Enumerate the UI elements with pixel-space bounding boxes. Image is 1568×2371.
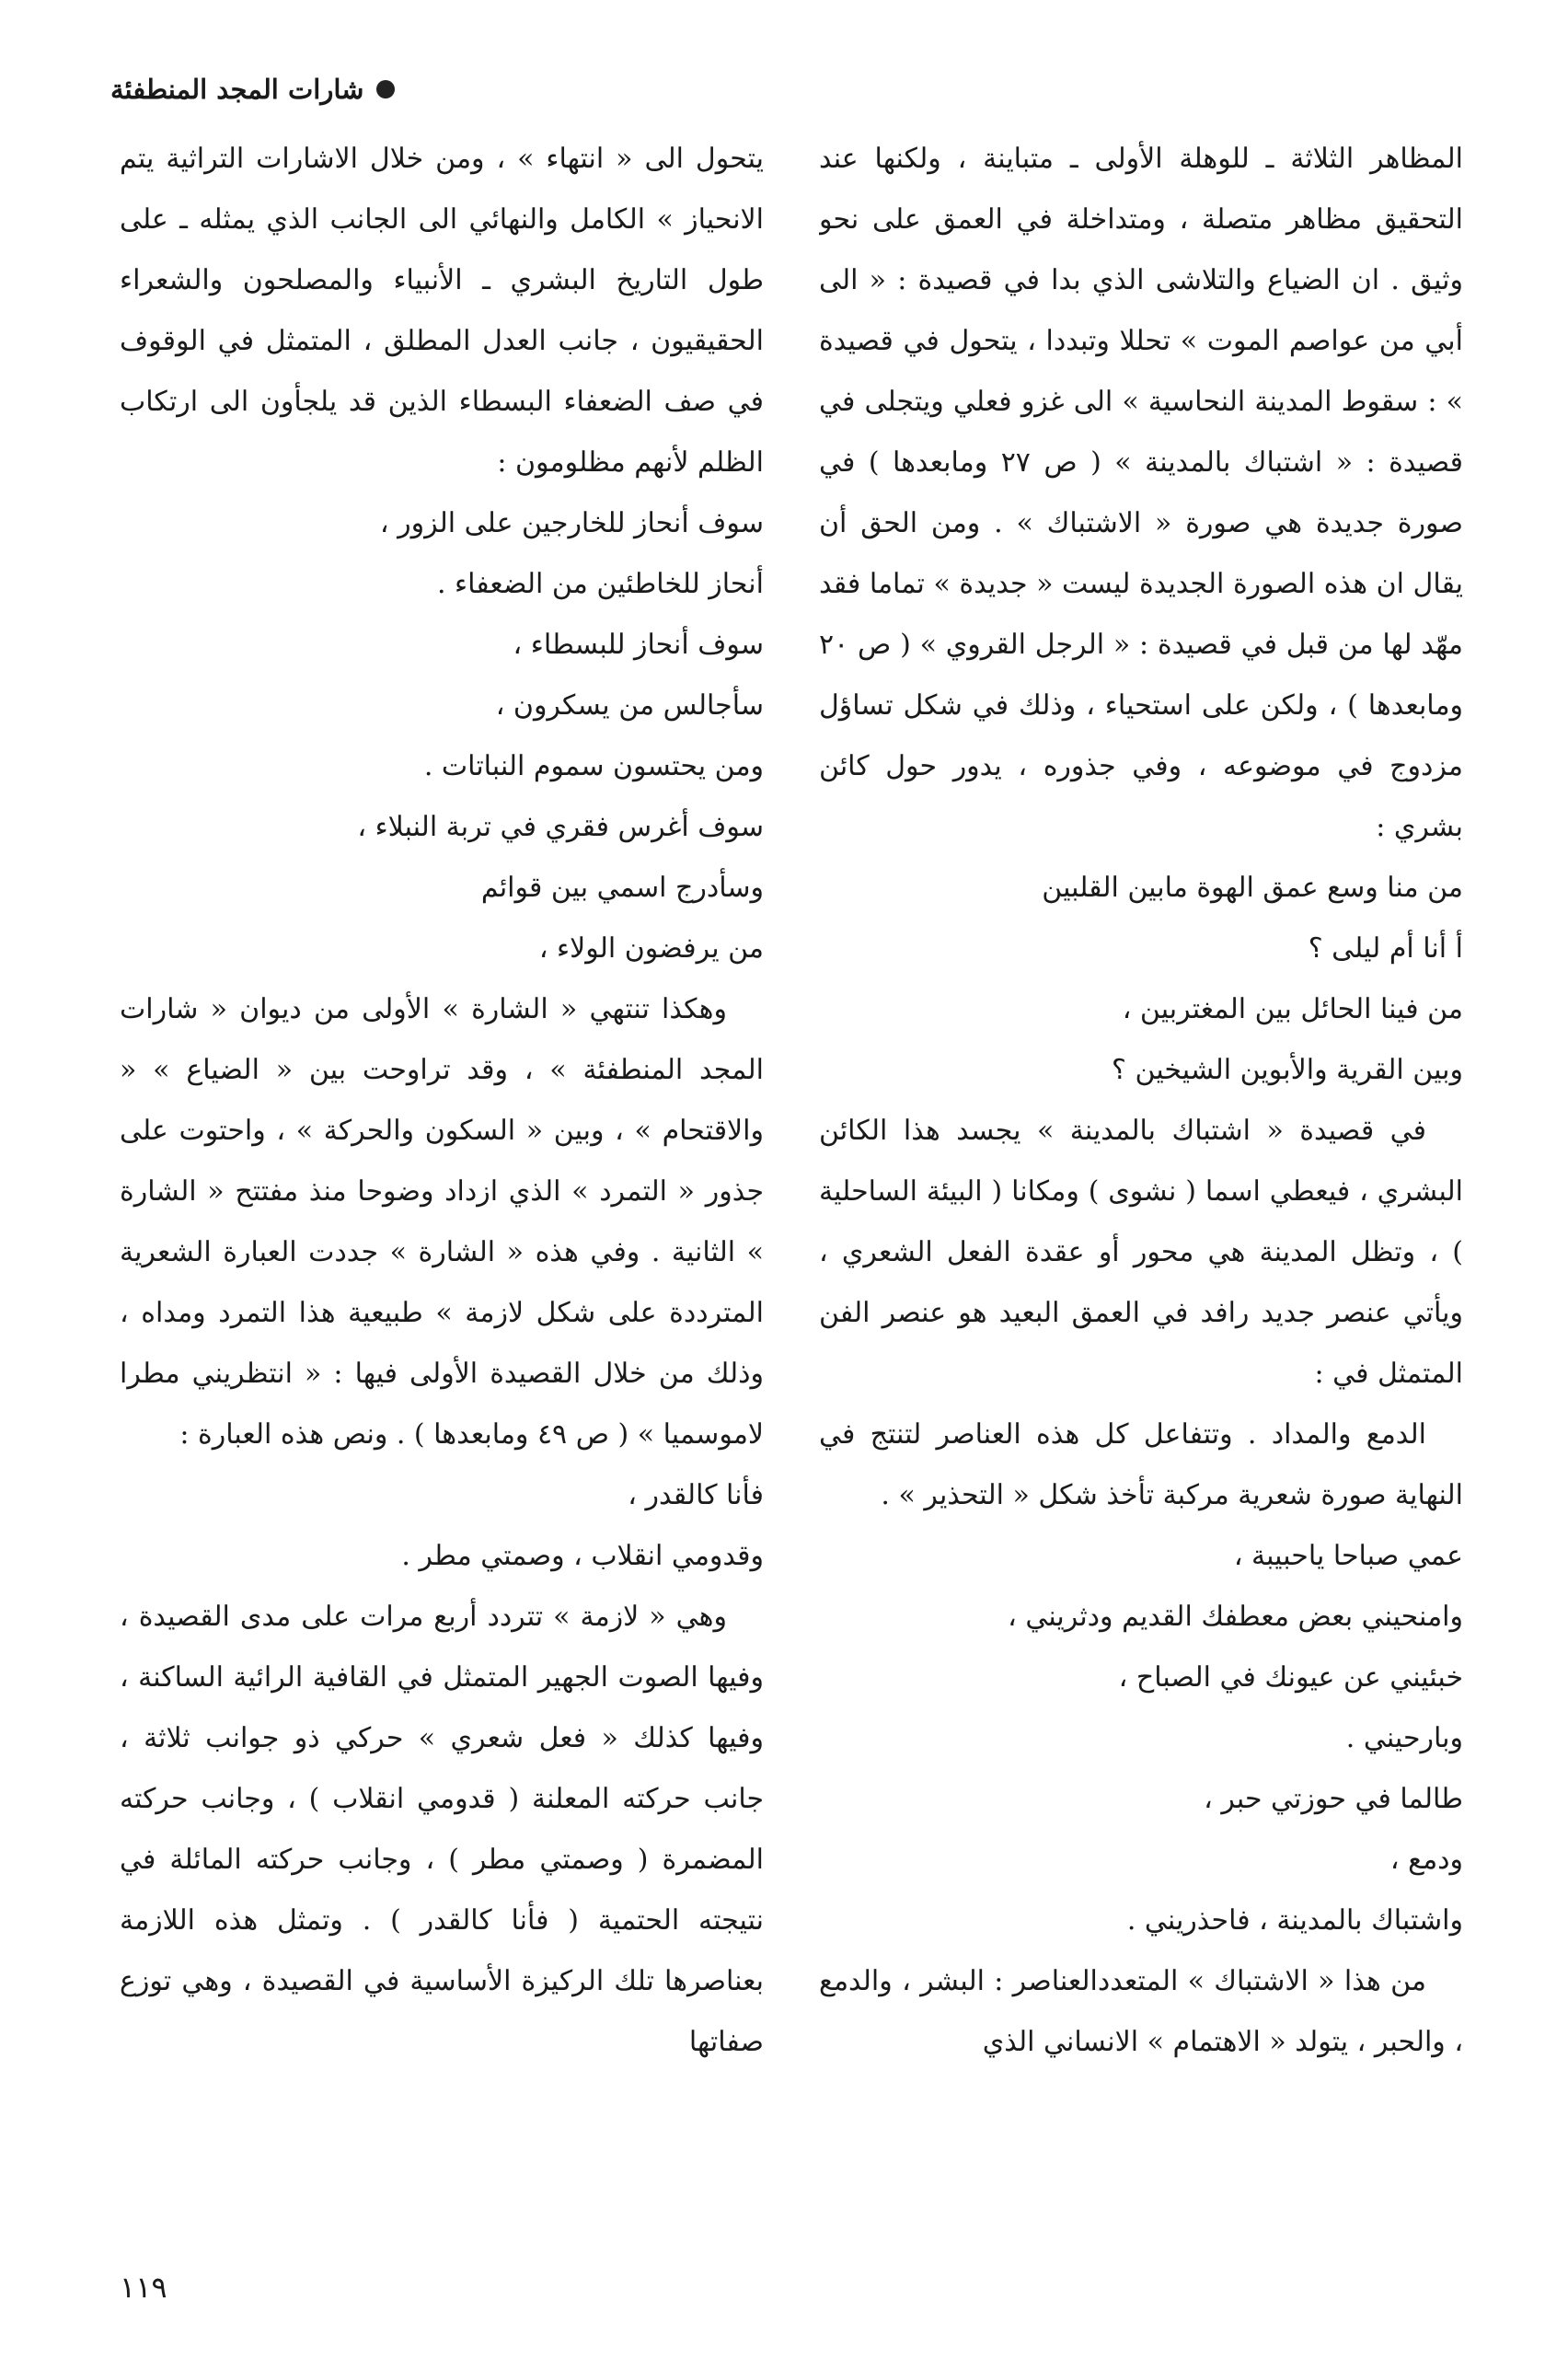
verse-line: ودمع ،	[1389, 1844, 1463, 1876]
right-column	[819, 129, 1463, 2200]
verse-line: سوف أنحاز للبسطاء ،	[513, 629, 764, 661]
verse-line: وامنحيني بعض معطفك القديم ودثريني ،	[1008, 1601, 1463, 1633]
running-header	[110, 66, 478, 112]
verse-line: وقدومي انقلاب ، وصمتي مطر .	[401, 1540, 764, 1572]
paragraph: الدمع والمداد . وتتفاعل كل هذه العناصر لتنتج في النهاية صورة شعرية مركبة تأخذ شكل « التحذير » .	[819, 1418, 1463, 1511]
verse-line: طالما في حوزتي حبر ،	[1204, 1783, 1463, 1815]
verse-line: أنحاز للخاطئين من الضعفاء .	[436, 568, 764, 600]
paragraph: يتحول الى « انتهاء » ، ومن خلال الاشارات التراثية يتم الانحياز » الكامل والنهائي الى الجانب الذي يمثله ـ على طول التاريخ البشري ـ الأنبياء والمصلحون والشعراء الحقيقيون ، جانب العدل المطلق ، المتمثل في الوقوف في صف الضعفاء البسطاء الذين قد يلجأون الى ارتكاب الظلم لأنهم مظلومون :	[120, 143, 764, 479]
verse-line: سوف أنحاز للخارجين على الزور ،	[379, 507, 764, 539]
verse-line: وبارحيني .	[1345, 1722, 1463, 1754]
verse-line: أ أنا أم ليلى ؟	[1308, 932, 1463, 965]
verse-line: واشتباك بالمدينة ، فاحذريني .	[1126, 1904, 1463, 1937]
verse-line: سأجالس من يسكرون ،	[495, 689, 764, 722]
paragraph: المظاهر الثلاثة ـ للوهلة الأولى ـ متباينة ، ولكنها عند التحقيق مظاهر متصلة ، ومتداخلة في العمق على نحو وثيق . ان الضياع والتلاشى الذي بدا في قصيدة : « الى أبي من عواصم الموت » تحللا وتبددا ، يتحول في قصيدة » : سقوط المدينة النحاسية » الى غزو فعلي ويتجلى في قصيدة : « اشتباك بالمدينة » ( ص ٢٧ ومابعدها ) في صورة جديدة هي صورة « الاشتباك » . ومن الحق أن يقال ان هذه الصورة الجديدة ليست « جديدة » تماما فقد مهّد لها من قبل في قصيدة : « الرجل القروي » ( ص ٢٠ ومابعدها ) ، ولكن على استحياء ، وذلك في شكل تساؤل مزدوج في موضوعه ، وفي جذوره ، يدور حول كائن بشري :	[819, 143, 1463, 843]
running-header-title: شارات المجد المنطفئة	[110, 74, 364, 105]
paragraph: وهكذا تنتهي « الشارة » الأولى من ديوان « شارات المجد المنطفئة » ، وقد تراوحت بين « الضياع » « والاقتحام » ، وبين « السكون والحركة » ، واحتوت على جذور « التمرد » الذي ازداد وضوحا منذ مفتتح « الشارة » الثانية . وفي هذه « الشارة » جددت العبارة الشعرية المترددة على شكل لازمة » طبيعية هذا التمرد ومداه ، وذلك من خلال القصيدة الأولى فيها : « انتظريني مطرا لاموسميا » ( ص ٤٩ ومابعدها ) . ونص هذه العبارة :	[120, 993, 764, 1451]
verse-line: وسأدرج اسمي بين قوائم	[480, 872, 764, 904]
verse-line: خبئيني عن عيونك في الصباح ،	[1118, 1661, 1463, 1694]
bullet-icon	[376, 80, 395, 98]
paragraph: في قصيدة « اشتباك بالمدينة » يجسد هذا الكائن البشري ، فيعطي اسما ( نشوى ) ومكانا ( البيئة الساحلية ) ، وتظل المدينة هي محور أو عقدة الفعل الشعري ، ويأتي عنصر جديد رافد في العمق البعيد هو عنصر الفن المتمثل في :	[819, 1115, 1463, 1390]
verse-line: سوف أغرس فقري في تربة النبلاء ،	[357, 811, 764, 843]
page-number: ١١٩	[120, 2270, 167, 2305]
verse-line: من يرفضون الولاء ،	[538, 932, 764, 965]
verse-line: فأنا كالقدر ،	[628, 1479, 764, 1511]
verse-line: عمي صباحا ياحبيبة ،	[1233, 1540, 1463, 1572]
paragraph: من هذا « الاشتباك » المتعددالعناصر : البشر ، والدمع ، والحبر ، يتولد « الاهتمام » الانساني الذي	[819, 1965, 1463, 2058]
verse-line: من منا وسع عمق الهوة مابين القلبين	[1042, 872, 1463, 904]
verse-line: وبين القرية والأبوين الشيخين ؟	[1112, 1054, 1463, 1086]
verse-line: من فينا الحائل بين المغتربين ،	[1122, 993, 1463, 1025]
paragraph: وهي « لازمة » تتردد أربع مرات على مدى القصيدة ، وفيها الصوت الجهير المتمثل في القافية الرائية الساكنة ، وفيها كذلك « فعل شعري » حركي ذو جوانب ثلاثة ، جانب حركته المعلنة ( قدومي انقلاب ) ، وجانب حركته المضمرة ( وصمتي مطر ) ، وجانب حركته المائلة في نتيجته الحتمية ( فأنا كالقدر ) . وتمثل هذه اللازمة بعناصرها تلك الركيزة الأساسية في القصيدة ، وهي توزع صفاتها	[120, 1601, 764, 2058]
left-column	[120, 129, 764, 2200]
verse-line: ومن يحتسون سموم النباتات .	[423, 750, 764, 782]
